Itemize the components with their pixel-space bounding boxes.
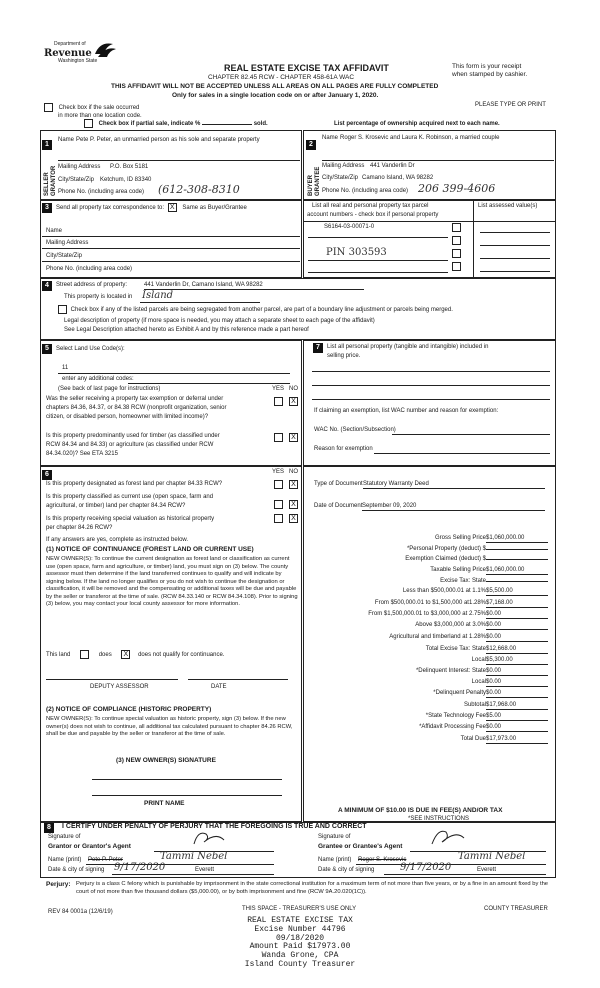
grantee-date-value[interactable]: 9/17/2020 [400, 862, 452, 873]
stamp-line-1: REAL ESTATE EXCISE TAX [247, 916, 353, 925]
grantee-name-label: Name (print) [318, 857, 352, 863]
tax-row [368, 611, 548, 619]
parcel-number-1[interactable]: S6164-03-00071-0 [324, 224, 375, 230]
grantor-signature[interactable] [190, 828, 230, 852]
tax-row [415, 622, 548, 630]
tax-row-label: Subtotal [463, 702, 486, 708]
tax-row [440, 578, 548, 585]
wac-label: WAC No. (Section/Subsection) [314, 427, 396, 433]
tax-row-value[interactable]: $17,968.00 [486, 702, 548, 710]
corr-name-label: Name [46, 228, 63, 234]
reason-label: Reason for exemption [314, 446, 373, 452]
form-title: REAL ESTATE EXCISE TAX AFFIDAVIT [224, 63, 389, 73]
seller-name[interactable]: Pete P. Peter, an unmarried person as his sole and separate property [76, 137, 260, 143]
stamp-line-2: Excise Number 44796 [254, 924, 346, 934]
current-use-no-checkbox[interactable]: X [289, 500, 298, 509]
historic-question-1: Is this property receiving special valuation as historical property [46, 516, 215, 522]
tax-row-label: From $500,000.01 to $1,500,000 at1.28% [374, 600, 486, 606]
grantor-agent-label: Grantor or Grantor's Agent [48, 843, 131, 850]
tax-row-label: From $1,500,000.01 to $3,000,000 at 2.75% [368, 611, 486, 617]
section-3-number: 3 [42, 203, 52, 213]
section-2-number: 2 [306, 140, 316, 150]
tax-row [472, 679, 548, 687]
sec6-yes-header: YES [272, 469, 285, 475]
exemption-no-checkbox[interactable]: X [289, 397, 298, 406]
certify-statement: I CERTIFY UNDER PENALTY OF PERJURY THAT THE FOREGOING IS TRUE AND CORRECT [62, 823, 367, 830]
section-7-number: 7 [313, 343, 323, 353]
land-does-not-checkbox[interactable]: X [121, 650, 130, 659]
tax-row-label: Above $3,000,000 at 3.0% [415, 622, 486, 628]
notice-continuance-heading: (1) NOTICE OF CONTINUANCE (FOREST LAND OR CURRENT USE) [46, 546, 254, 553]
tax-row-label: Total Due [460, 736, 486, 742]
current-use-yes-checkbox[interactable] [274, 500, 283, 509]
tax-row-value[interactable]: $12,668.00 [486, 646, 548, 654]
grantee-date-label: Date & city of signing [318, 867, 375, 873]
forest-yes-checkbox[interactable] [274, 480, 283, 489]
buyer-address[interactable]: 441 Vanderlin Dr [370, 163, 415, 169]
partial-sale-row [84, 119, 268, 128]
tax-row-value[interactable]: $5,300.00 [486, 657, 548, 665]
notice-line-2: Only for sales in a single location code on or after January 1, 2020. [172, 92, 379, 99]
revenue-logo-icon [92, 40, 118, 60]
tax-row [416, 668, 548, 676]
tax-row-label: Gross Selling Price [434, 535, 486, 541]
timber-yes-checkbox[interactable] [274, 433, 283, 442]
corr-phone-label: Phone No. (including area code) [46, 266, 133, 272]
treasurer-use-only: THIS SPACE - TREASURER'S USE ONLY [242, 906, 357, 912]
buyer-phone[interactable]: 206 399-4606 [418, 182, 496, 195]
tax-row-label: Total Excise Tax: State [425, 646, 486, 652]
new-owner-signature-heading: (3) NEW OWNER(S) SIGNATURE [116, 757, 216, 764]
parcel-header-1: List all real and personal property tax parcel [312, 203, 429, 209]
historic-yes-checkbox[interactable] [274, 514, 283, 523]
dept-line: Department of [54, 41, 86, 47]
parcel-3-personal-checkbox[interactable] [452, 249, 461, 258]
tax-row [407, 546, 548, 553]
buyer-name-label: Name [322, 135, 339, 141]
notice-continuance-text: NEW OWNER(S): To continue the current designation as forest land or classification as current use (open space, farm and agriculture, or timber) land, you must sign on (3) below. The county assessor must then determine if the land transferred continues to qualify and will indicate by signing below. If the land no longer qualifies or you do not wish to continue the designation or classification, it will be removed and the compensating or additional taxes will be due and payable by the seller or transferor at the time of sale. (RCW 84.33.140 or RCW 84.34.108). Prior to signing (3) below, you may contact your local county assessor for more information. [46, 556, 298, 608]
doc-type-value[interactable]: Statutory Warranty Deed [363, 481, 545, 489]
tax-row-label: *Delinquent Interest: State [415, 668, 486, 674]
doc-type-label: Type of Document [314, 481, 363, 487]
tax-row-value[interactable]: $0.00 [486, 622, 548, 630]
tax-row [433, 690, 548, 698]
partial-sale-label: Check box if partial sale, indicate % [98, 121, 201, 128]
grantee-name-value[interactable]: Roger S. Krosevic [358, 857, 407, 863]
please-type: PLEASE TYPE OR PRINT [475, 102, 546, 108]
stamp-line-5: Wanda Grone, CPA [261, 951, 339, 961]
segregated-row [58, 305, 453, 314]
buyer-grantee-label: BUYER GRANTEE [308, 166, 321, 196]
deputy-date-label: DATE [211, 684, 227, 690]
tax-row [389, 634, 548, 642]
tax-row-label: Taxable Selling Price [430, 567, 486, 573]
section-1-number: 1 [42, 140, 52, 150]
form-chapter: CHAPTER 82.45 RCW - CHAPTER 458-61A WAC [208, 74, 355, 81]
segregated-checkbox[interactable] [58, 305, 67, 314]
stamp-line-6: Island County Treasurer [244, 959, 356, 969]
seller-address-label: Mailing Address [58, 164, 101, 170]
parcel-1-personal-checkbox[interactable] [452, 223, 461, 232]
grantor-date-value[interactable]: 9/17/2020 [114, 862, 166, 873]
parcel-2-personal-checkbox[interactable] [452, 236, 461, 245]
send-correspondence-label: Send all property tax correspondence to: [56, 205, 165, 212]
partial-sale-checkbox[interactable] [84, 119, 93, 128]
tax-row [419, 724, 548, 732]
grantor-signature-mark [190, 828, 230, 848]
this-land-row [46, 650, 224, 659]
section-8-number: 8 [44, 823, 54, 833]
forest-no-checkbox[interactable]: X [289, 480, 298, 489]
historic-no-checkbox[interactable]: X [289, 514, 298, 523]
segregated-label: Check box if any of the listed parcels are being segregated from another parcel, are part of a boundary line adjustment or parcels being merged. [70, 307, 453, 314]
multi-location-label: Check box if the sale occurred [58, 105, 140, 112]
tax-row [435, 535, 548, 543]
tax-row [375, 600, 548, 608]
county-treasurer: COUNTY TREASURER [484, 906, 548, 912]
does-not-label: does not qualify for continuance. [138, 652, 225, 659]
receipt-line-2: when stamped by cashier. [452, 71, 528, 78]
tax-row-value[interactable]: $0.00 [486, 611, 548, 619]
section-6-number: 6 [42, 470, 52, 480]
buyer-name[interactable]: Roger S. Krosevic and Laura K. Robinson, a married couple [340, 135, 500, 141]
does-label: does [98, 652, 112, 659]
land-use-yes-header: YES [272, 386, 285, 392]
tax-row-label: Exemption Claimed (deduct) $ [405, 556, 486, 562]
seller-city-label: City/State/Zip [58, 177, 95, 183]
print-name-label: PRINT NAME [144, 800, 185, 807]
grantor-city-value[interactable]: Everett [195, 867, 215, 873]
street-label: Street address of property: [56, 282, 128, 288]
tax-row-label: Local [471, 657, 486, 663]
tax-row [403, 588, 548, 596]
tax-row-value[interactable]: $0.00 [486, 668, 548, 676]
buyer-address-label: Mailing Address [322, 163, 365, 169]
grantee-agent-name[interactable]: Tammi Nebel [458, 851, 526, 862]
tax-row-value[interactable]: $5,500.00 [486, 588, 548, 596]
tax-row-value[interactable]: $7,168.00 [486, 600, 548, 608]
tax-row-value[interactable] [486, 559, 548, 560]
notice-line-1: THIS AFFIDAVIT WILL NOT BE ACCEPTED UNLESS ALL AREAS ON ALL PAGES ARE FULLY COMPLETED [111, 83, 439, 90]
buyer-phone-label: Phone No. (including area code) [322, 188, 409, 194]
state-line: Washington State [58, 58, 98, 65]
exemption-question-1: Was the seller receiving a property tax exemption or deferral under [46, 396, 224, 402]
additional-codes-label: enter any additional codes: [62, 376, 134, 382]
exemption-yes-checkbox[interactable] [274, 397, 283, 406]
land-use-no-header: NO [289, 386, 298, 392]
tax-row-value[interactable]: $0.00 [486, 724, 548, 732]
land-does-checkbox[interactable] [80, 650, 89, 659]
timber-question-3: 84.34.020)? See ETA 3215 [46, 451, 118, 457]
assessed-header: List assessed value(s) [478, 203, 538, 209]
grantee-signature-mark [428, 826, 468, 848]
personal-property-label-2: selling price. [327, 353, 361, 359]
tax-row-value[interactable]: $1,060,000.00 [486, 535, 548, 543]
claim-exemption-label: If claiming an exemption, list WAC number and reason for exemption: [314, 408, 499, 414]
seller-name-label: Name [58, 137, 75, 143]
grantee-signature[interactable] [428, 826, 468, 851]
deputy-assessor-label: DEPUTY ASSESSOR [90, 684, 149, 690]
send-correspondence-row [56, 203, 247, 212]
seller-city[interactable]: Ketchum, ID 83340 [100, 177, 152, 183]
legal-description-label: Legal description of property (if more space is needed, you may attach a separate sheet to each page of the affidavit) [64, 318, 375, 324]
multi-location-checkbox[interactable] [44, 103, 53, 112]
seller-grantor-label: SELLER GRANTOR [44, 165, 57, 196]
located-label: This property is located in [64, 294, 133, 300]
seller-address[interactable]: P.O. Box 5181 [110, 164, 149, 170]
revenue-logo [44, 42, 97, 65]
tax-row-label: Agricultural and timberland at 1.28% [389, 634, 486, 640]
historic-question-2: per chapter 84.26 RCW? [46, 525, 113, 531]
grantee-agent-label: Grantee or Grantee's Agent [318, 843, 403, 850]
parcel-header-2: account numbers - check box if personal property [307, 212, 439, 218]
parcel-4-personal-checkbox[interactable] [452, 262, 461, 271]
tax-row [405, 556, 548, 563]
multi-location-label-2: in more than one location code. [58, 113, 142, 119]
see-instructions: *SEE INSTRUCTIONS [408, 816, 470, 822]
buyer-city[interactable]: Camano Island, WA 98282 [362, 175, 434, 181]
tax-row-value[interactable]: $17,973.00 [486, 736, 548, 744]
tax-row-value[interactable]: $0.00 [486, 634, 548, 642]
partial-percent-field[interactable] [202, 124, 252, 125]
ownership-note: List percentage of ownership acquired next to each name. [334, 121, 500, 127]
grantor-name-label: Name (print) [48, 857, 82, 863]
tax-row [426, 713, 548, 721]
tax-row-value[interactable]: $0.00 [486, 679, 548, 687]
grantee-city-value[interactable]: Everett [477, 867, 497, 873]
corr-city-label: City/State/Zip [46, 253, 83, 259]
tax-row [430, 567, 548, 575]
if-any-yes: If any answers are yes, complete as instructed below. [46, 537, 189, 543]
tax-row-value[interactable]: $5.00 [486, 713, 548, 721]
corr-address-label: Mailing Address [46, 240, 89, 246]
legal-description[interactable]: See Legal Description attached hereto as Exhibit A and by this reference made a part hereof [64, 327, 309, 333]
exemption-question-3: citizen, or disabled person, homeowner with limited income)? [46, 414, 209, 420]
current-use-question-2: agricultural, or timber) land per chapter 84.34 RCW? [46, 503, 186, 509]
tax-row-label: Less than $500,000.01 at 1.1% [402, 588, 486, 594]
located-value[interactable]: Island [142, 290, 174, 301]
notice-compliance-text: NEW OWNER(S): To continue special valuation as historic property, sign (3) below. If the new owner(s) does not wish to continue, all additional tax calculated pursuant to chapter 84.26 RCW, shall be due and payable by the seller or transferor at the time of sale. [46, 716, 293, 738]
perjury-label: Perjury: [46, 881, 71, 888]
tax-calculation-section [303, 466, 556, 822]
buyer-city-label: City/State/Zip [322, 175, 359, 181]
grantor-name-value[interactable]: Pete P. Peter [88, 857, 123, 863]
seller-phone-label: Phone No. (including area code) [58, 189, 145, 195]
grantor-agent-name[interactable]: Tammi Nebel [160, 851, 228, 862]
same-as-buyer-checkbox[interactable]: X [168, 203, 177, 212]
tax-row-label: *Delinquent Penalty [433, 690, 486, 696]
tax-row-label: Local [471, 679, 486, 685]
tax-row-value[interactable] [486, 581, 548, 582]
doc-date-label: Date of Document [314, 503, 363, 509]
parcel-number-2[interactable]: PIN 303593 [326, 247, 387, 258]
form-revision: REV 84 0001a (12/6/19) [48, 909, 113, 915]
same-as-buyer-label: Same as Buyer/Grantee [182, 205, 247, 212]
multi-location-checkbox-row [44, 103, 139, 112]
revenue-word: Revenue [44, 47, 92, 59]
personal-property-label-1: List all personal property (tangible and intangible) included in [327, 344, 489, 350]
doc-date-value[interactable]: September 09, 2020 [362, 503, 545, 511]
see-back-label: (See back of last page for instructions) [58, 386, 161, 392]
notice-compliance-heading: (2) NOTICE OF COMPLIANCE (HISTORIC PROPERTY) [46, 706, 212, 713]
tax-row [464, 702, 548, 710]
grantee-sig-of: Signature of [318, 834, 351, 840]
tax-row-value[interactable]: $1,060,000.00 [486, 567, 548, 575]
grantor-sig-of: Signature of [48, 834, 81, 840]
tax-row [472, 657, 548, 665]
tax-row [461, 736, 548, 744]
timber-question-1: Is this property predominantly used for timber (as classified under [46, 433, 220, 439]
current-use-question-1: Is this property classified as current use (open space, farm and [46, 494, 214, 500]
sold-label: sold. [253, 121, 268, 128]
tax-row-label: *State Technology Fee [425, 713, 486, 719]
seller-phone[interactable]: (612-308-8310 [158, 183, 240, 196]
street-address[interactable]: 441 Vanderlin Dr, Camano Island, WA 98282 [144, 282, 364, 290]
land-use-code[interactable]: 11 [62, 365, 69, 371]
receipt-line-1: This form is your receipt [452, 63, 522, 70]
tax-row-value[interactable] [486, 549, 548, 550]
section-5-number: 5 [42, 344, 52, 354]
exemption-question-2: chapters 84.36, 84.37, or 84.38 RCW (nonprofit organization, senior [46, 405, 227, 411]
forest-land-question: Is this property designated as forest land per chapter 84.33 RCW? [46, 481, 223, 487]
select-land-use-label: Select Land Use Code(s): [56, 346, 125, 352]
timber-question-2: RCW 84.34 and 84.33) or agriculture (as classified under RCW [46, 442, 214, 448]
tax-row [426, 646, 548, 654]
stamp-line-4: Amount Paid $17973.00 [249, 942, 351, 952]
tax-row-value[interactable]: $0.00 [486, 690, 548, 698]
tax-row-label: *Personal Property (deduct) $ [406, 546, 486, 552]
treasurer-stamp [200, 917, 400, 970]
this-land-label: This land [46, 652, 71, 659]
perjury-text: Perjury is a class C felony which is punishable by imprisonment in the state correctional institution for a maximum term of not more than five years, or by a fine in an amount fixed by the court of not more than five thousand dollars ($5,000.00), or by both imprisonment and fine (RCW 9A.20.020(1C)). [76, 881, 549, 895]
sec6-no-header: NO [289, 469, 298, 475]
section-4-number: 4 [42, 281, 52, 291]
stamp-line-3: 09/18/2020 [275, 933, 324, 943]
minimum-fee-note: A MINIMUM OF $10.00 IS DUE IN FEE(S) AND/OR TAX [338, 807, 503, 814]
timber-no-checkbox[interactable]: X [289, 433, 298, 442]
tax-row-label: Excise Tax: State [440, 578, 486, 584]
grantor-date-label: Date & city of signing [48, 867, 105, 873]
tax-row-label: *Affidavit Processing Fee [419, 724, 486, 730]
